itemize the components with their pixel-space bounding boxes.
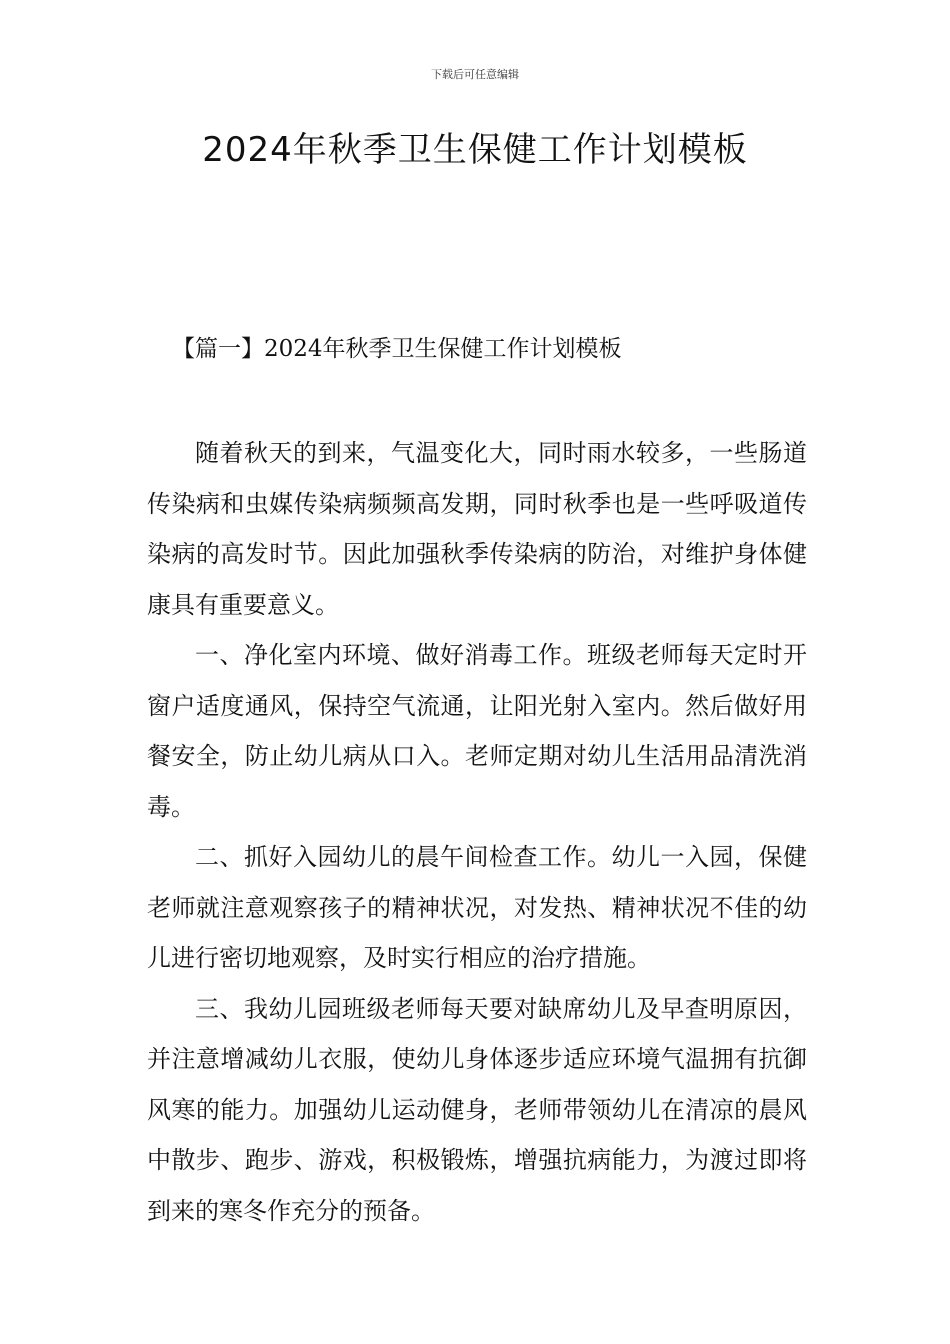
paragraph-item-3: 三、我幼儿园班级老师每天要对缺席幼儿及早查明原因，并注意增减幼儿衣服，使幼儿身体逐步适应环境气温拥有抗御风寒的能力。加强幼儿运动健身，老师带领幼儿在清凉的晨风中散步、跑步、游戏，积极锻炼，增强抗病能力，为渡过即将到来的寒冬作充分的预备。 bbox=[147, 994, 807, 1225]
paragraph-intro: 随着秋天的到来，气温变化大，同时雨水较多，一些肠道传染病和虫媒传染病频频高发期，同时秋季也是一些呼吸道传染病的高发时节。因此加强秋季传染病的防治，对维护身体健康具有重要意义。 bbox=[147, 439, 807, 619]
header-note: 下载后可任意编辑 bbox=[431, 68, 519, 81]
paragraph-item-2: 二、抓好入园幼儿的晨午间检查工作。幼儿一入园，保健老师就注意观察孩子的精神状况，对发热、精神状况不佳的幼儿进行密切地观察，及时实行相应的治疗措施。 bbox=[147, 843, 807, 972]
section-heading: 【篇一】2024年秋季卫生保健工作计划模板 bbox=[172, 336, 622, 362]
document-body bbox=[147, 428, 807, 1236]
paragraph-item-1: 一、净化室内环境、做好消毒工作。班级老师每天定时开窗户适度通风，保持空气流通，让阳光射入室内。然后做好用餐安全，防止幼儿病从口入。老师定期对幼儿生活用品清洗消毒。 bbox=[147, 641, 807, 821]
document-title: 2024年秋季卫生保健工作计划模板 bbox=[202, 130, 748, 170]
